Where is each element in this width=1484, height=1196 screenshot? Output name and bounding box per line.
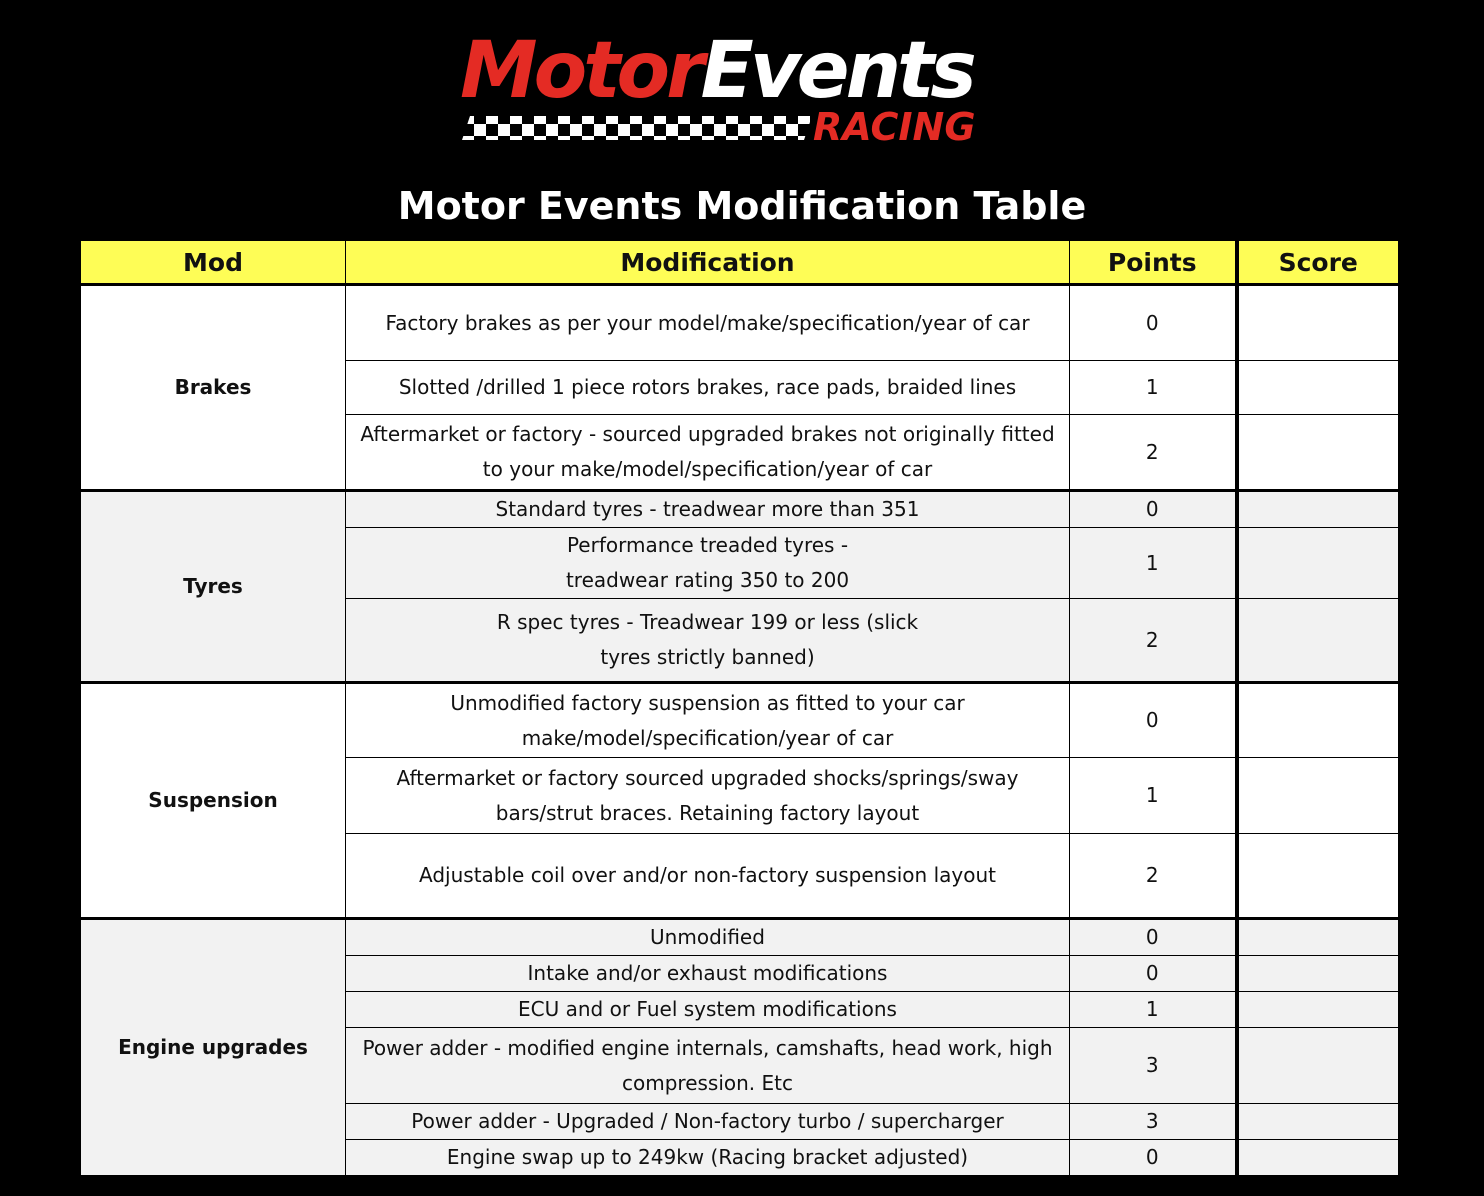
points-cell: 1 bbox=[1070, 361, 1237, 415]
score-cell[interactable] bbox=[1237, 285, 1399, 361]
modification-cell: Engine swap up to 249kw (Racing bracket adjusted) bbox=[346, 1140, 1070, 1176]
score-cell[interactable] bbox=[1237, 919, 1399, 956]
modification-cell: Performance treaded tyres - treadwear rating 350 to 200 bbox=[346, 528, 1070, 599]
points-cell: 0 bbox=[1070, 919, 1237, 956]
table-header-row bbox=[81, 241, 1399, 285]
category-tyres: Tyres bbox=[81, 491, 346, 683]
points-cell: 1 bbox=[1070, 758, 1237, 834]
points-cell: 1 bbox=[1070, 992, 1237, 1028]
modification-cell: Power adder - modified engine internals, camshafts, head work, high compression. Etc bbox=[346, 1028, 1070, 1104]
points-cell: 3 bbox=[1070, 1028, 1237, 1104]
score-cell[interactable] bbox=[1237, 758, 1399, 834]
modification-cell: ECU and or Fuel system modifications bbox=[346, 992, 1070, 1028]
header-score: Score bbox=[1237, 241, 1399, 285]
modification-cell: Aftermarket or factory - sourced upgraded brakes not originally fitted to your make/model/specification/year of car bbox=[346, 415, 1070, 491]
page-title: Motor Events Modification Table bbox=[397, 184, 1087, 228]
modification-cell: Power adder - Upgraded / Non-factory turbo / supercharger bbox=[346, 1104, 1070, 1140]
score-cell[interactable] bbox=[1237, 528, 1399, 599]
modification-cell: Factory brakes as per your model/make/specification/year of car bbox=[346, 285, 1070, 361]
modification-cell: Unmodified factory suspension as fitted to your car make/model/specification/year of car bbox=[346, 683, 1070, 758]
modification-table bbox=[80, 240, 1399, 1176]
points-cell: 0 bbox=[1070, 491, 1237, 528]
score-cell[interactable] bbox=[1237, 956, 1399, 992]
points-cell: 2 bbox=[1070, 599, 1237, 683]
category-brakes: Brakes bbox=[81, 285, 346, 491]
points-cell: 0 bbox=[1070, 285, 1237, 361]
points-cell: 0 bbox=[1070, 1140, 1237, 1176]
points-cell: 0 bbox=[1070, 956, 1237, 992]
motor-events-racing-logo bbox=[458, 26, 998, 150]
table-row bbox=[81, 285, 1399, 361]
points-cell: 1 bbox=[1070, 528, 1237, 599]
score-cell[interactable] bbox=[1237, 1104, 1399, 1140]
score-cell[interactable] bbox=[1237, 1028, 1399, 1104]
score-cell[interactable] bbox=[1237, 599, 1399, 683]
score-cell[interactable] bbox=[1237, 1140, 1399, 1176]
score-cell[interactable] bbox=[1237, 683, 1399, 758]
score-cell[interactable] bbox=[1237, 992, 1399, 1028]
table-row bbox=[81, 683, 1399, 758]
score-cell[interactable] bbox=[1237, 415, 1399, 491]
modification-cell: Slotted /drilled 1 piece rotors brakes, race pads, braided lines bbox=[346, 361, 1070, 415]
category-engine-upgrades: Engine upgrades bbox=[81, 919, 346, 1176]
points-cell: 2 bbox=[1070, 415, 1237, 491]
header-points: Points bbox=[1070, 241, 1237, 285]
modification-cell: Adjustable coil over and/or non-factory suspension layout bbox=[346, 834, 1070, 919]
logo-word-motor: Motor bbox=[460, 26, 701, 116]
table-row bbox=[81, 919, 1399, 956]
modification-cell: Aftermarket or factory sourced upgraded shocks/springs/sway bars/strut braces. Retaining factory layout bbox=[346, 758, 1070, 834]
points-cell: 2 bbox=[1070, 834, 1237, 919]
score-cell[interactable] bbox=[1237, 491, 1399, 528]
table-row bbox=[81, 491, 1399, 528]
category-suspension: Suspension bbox=[81, 683, 346, 919]
logo-word-events: Events bbox=[700, 26, 973, 116]
logo-racing-text: RACING bbox=[813, 105, 976, 149]
checkered-flag-stripe-icon bbox=[462, 112, 812, 144]
score-cell[interactable] bbox=[1237, 834, 1399, 919]
score-cell[interactable] bbox=[1237, 361, 1399, 415]
modification-cell: Unmodified bbox=[346, 919, 1070, 956]
modification-cell: Intake and/or exhaust modifications bbox=[346, 956, 1070, 992]
points-cell: 3 bbox=[1070, 1104, 1237, 1140]
points-cell: 0 bbox=[1070, 683, 1237, 758]
header-modification: Modification bbox=[346, 241, 1070, 285]
header-mod: Mod bbox=[81, 241, 346, 285]
modification-cell: R spec tyres - Treadwear 199 or less (slick tyres strictly banned) bbox=[346, 599, 1070, 683]
modification-cell: Standard tyres - treadwear more than 351 bbox=[346, 491, 1070, 528]
logo-wordmark bbox=[460, 26, 973, 116]
